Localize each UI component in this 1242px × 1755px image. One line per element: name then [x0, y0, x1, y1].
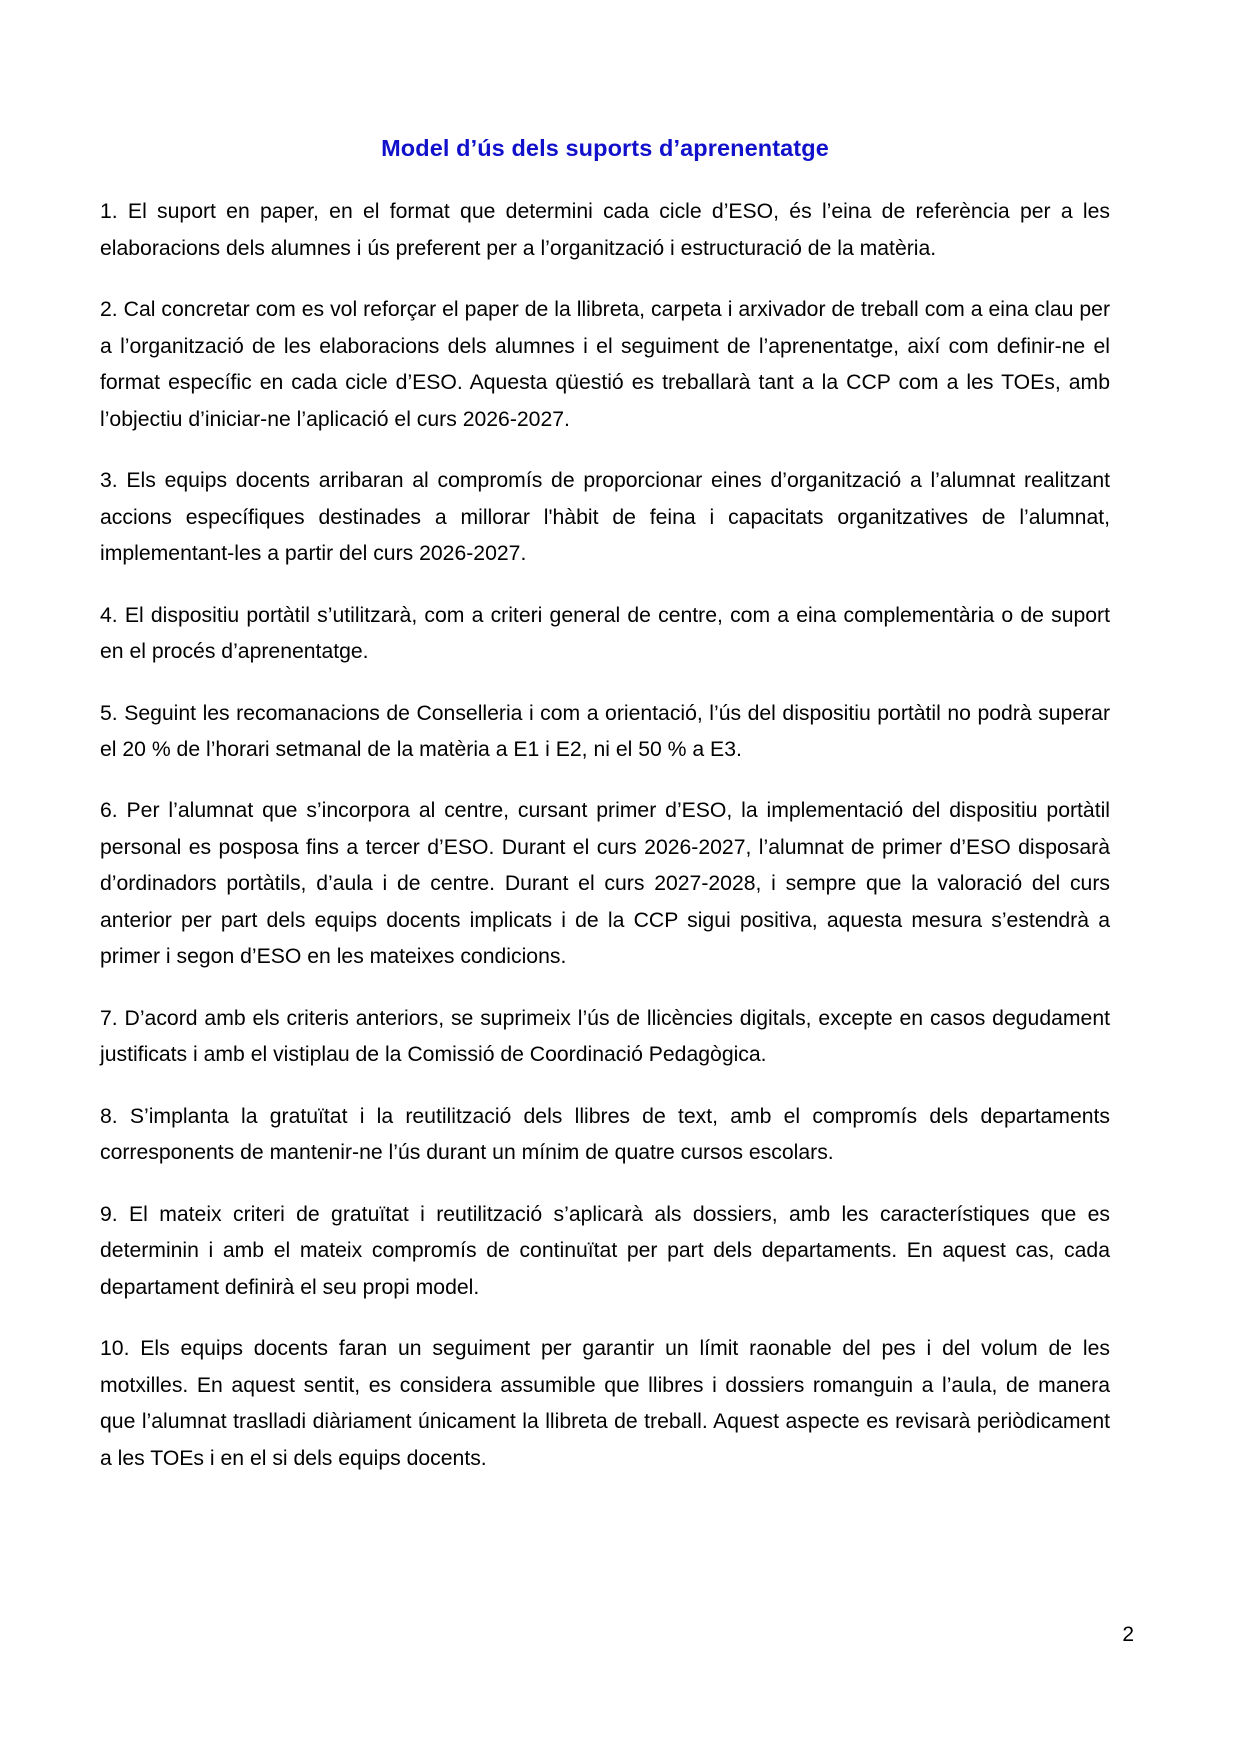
page-title: Model d’ús dels suports d’aprenentatge — [381, 135, 829, 161]
paragraph-item-2: 2. Cal concretar com es vol reforçar el paper de la llibreta, carpeta i arxivador de treball com a eina clau per a l’organització de les elaboracions dels alumnes i el seguiment de l’aprenentatge, així com definir-ne el format específic en cada cicle d’ESO. Aquesta qüestió es treballarà tant a la CCP com a les TOEs, amb l’objectiu d’iniciar-ne l’aplicació el curs 2026-2027. — [100, 298, 1110, 431]
paragraph-item-6: 6. Per l’alumnat que s’incorpora al centre, cursant primer d’ESO, la implementació del dispositiu portàtil personal es posposa fins a tercer d’ESO. Durant el curs 2026-2027, l’alumnat de primer d’ESO disposarà d’ordinadors portàtils, d’aula i de centre. Durant el curs 2027-2028, i sempre que la valoració del curs anterior per part dels equips docents implicats i de la CCP sigui positiva, aquesta mesura s’estendrà a primer i segon d’ESO en les mateixes condicions. — [100, 799, 1110, 969]
paragraph-item-1: 1. El suport en paper, en el format que determini cada cicle d’ESO, és l’eina de referència per a les elaboracions dels alumnes i ús preferent per a l’organització i estructuració de la matèria. — [100, 200, 1110, 260]
page-number: 2 — [1122, 1623, 1134, 1646]
paragraph-item-4: 4. El dispositiu portàtil s’utilitzarà, com a criteri general de centre, com a eina complementària o de suport en el procés d’aprenentatge. — [100, 603, 1110, 664]
paragraph-item-3: 3. Els equips docents arribaran al compromís de proporcionar eines d’organització a l’alumnat realitzant accions específiques destinades a millorar l'hàbit de feina i capacitats organitzatives de l’alumnat, implementant-les a partir del curs 2026-2027. — [100, 469, 1110, 566]
paragraph-item-7: 7. D’acord amb els criteris anteriors, se suprimeix l’ús de llicències digitals, excepte en casos degudament justificats i amb el vistiplau de la Comissió de Coordinació Pedagògica. — [100, 1006, 1110, 1067]
paragraph-item-5: 5. Seguint les recomanacions de Conselleria i com a orientació, l’ús del dispositiu portàtil no podrà superar el 20 % de l’horari setmanal de la matèria a E1 i E2, ni el 50 % a E3. — [100, 701, 1110, 761]
paragraph-item-8: 8. S’implanta la gratuïtat i la reutilització dels llibres de text, amb el compromís dels departaments corresponents de mantenir-ne l’ús durant un mínim de quatre cursos escolars. — [100, 1104, 1110, 1165]
paragraph-item-9: 9. El mateix criteri de gratuïtat i reutilització s’aplicarà als dossiers, amb les característiques que es determinin i amb el mateix compromís de continuïtat per part dels departaments. En aquest cas, cada departament definirà el seu propi model. — [100, 1202, 1110, 1299]
paragraph-item-10: 10. Els equips docents faran un seguiment per garantir un límit raonable del pes i del volum de les motxilles. En aquest sentit, es considera assumible que llibres i dossiers romanguin a l’aula, de manera que l’alumnat traslladi diàriament únicament la llibreta de treball. Aquest aspecte es revisarà periòdicament a les TOEs i en el si dels equips docents. — [100, 1337, 1110, 1470]
document-body — [100, 0, 1110, 1477]
